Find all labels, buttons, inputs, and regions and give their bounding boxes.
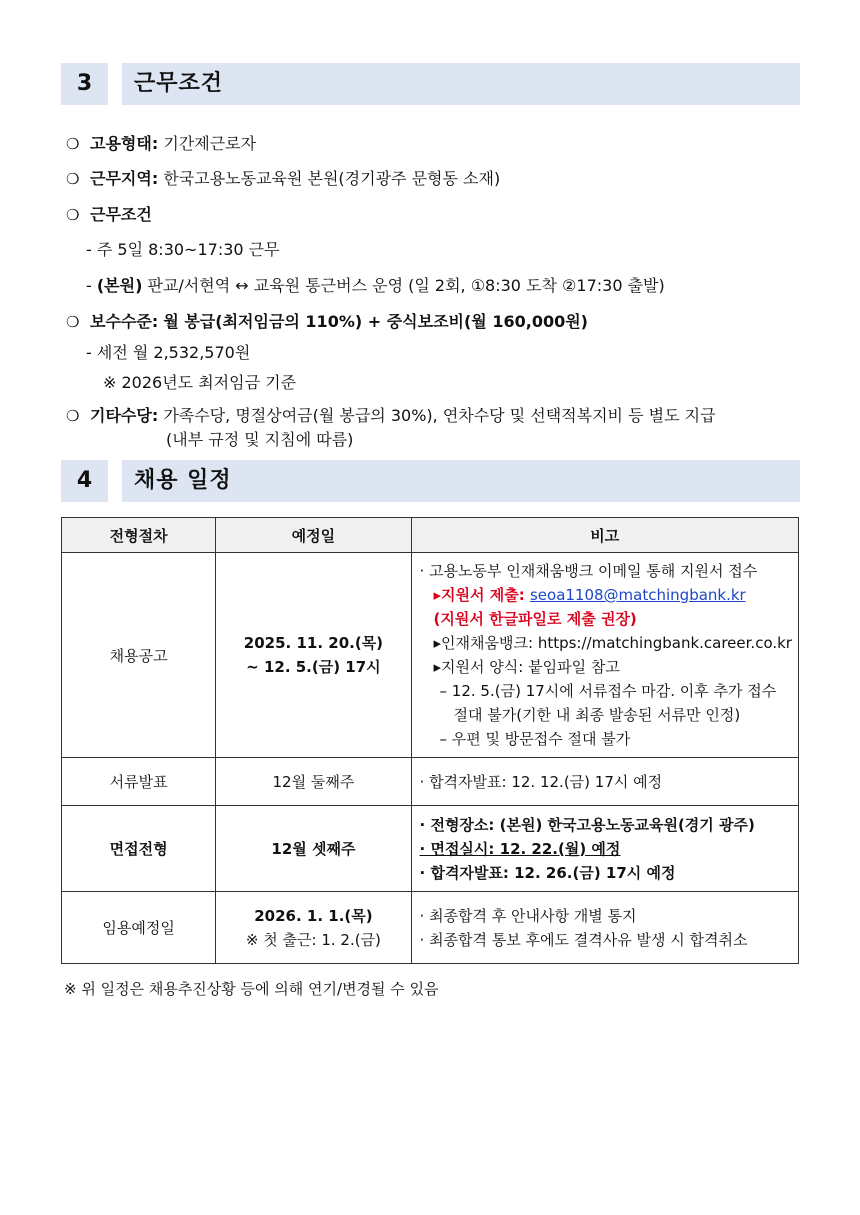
notes-cell: [411, 553, 798, 758]
employment-type-value: 기간제근로자: [163, 134, 257, 153]
allowance-label: 기타수당:: [90, 406, 159, 425]
conditions-line: [66, 204, 152, 226]
section-number: 4: [61, 460, 108, 502]
schedule-footnote: ※ 위 일정은 채용추진상황 등에 의해 연기/변경될 수 있음: [64, 980, 439, 998]
allowance-line: [66, 405, 716, 427]
bus-bold: (본원): [96, 276, 143, 295]
conditions-item-workdays: - 주 5일 8:30~17:30 근무: [86, 240, 280, 259]
step-cell: 면접전형: [62, 806, 216, 892]
note-line: (지원서 한글파일로 제출 권장): [433, 610, 637, 628]
conditions-label: 근무조건: [90, 205, 152, 224]
note-line: · 전형장소: (본원) 한국고용노동교육원(경기 광주): [419, 815, 755, 834]
table-row: [62, 892, 799, 964]
location-value: 한국고용노동교육원 본원(경기광주 문형동 소재): [163, 169, 501, 188]
employment-type-label: 고용형태:: [90, 134, 159, 153]
notes-cell: [411, 892, 798, 964]
table-row: [62, 758, 799, 806]
note-line: · 최종합격 통보 후에도 결격사유 발생 시 합격취소: [419, 930, 748, 949]
date-line: 2026. 1. 1.(목): [254, 906, 373, 925]
note-line: 절대 불가(기한 내 최종 발송된 서류만 인정): [453, 706, 741, 724]
notes-cell: [411, 758, 798, 806]
pay-value: 월 봉급(최저임금의 110%) + 중식보조비(월 160,000원): [163, 312, 588, 331]
bullet-circle-icon: ❍: [66, 170, 80, 188]
date-cell: [216, 553, 411, 758]
section-3-header: [61, 63, 800, 105]
note-line-submit: [420, 583, 792, 607]
bus-text: 판교/서현역 ↔ 교육원 통근버스 운영 (일 2회, ①8:30 도착 ②17:30 출발): [147, 276, 665, 295]
table-row: [62, 553, 799, 758]
bullet-circle-icon: ❍: [66, 313, 80, 331]
date-line: 2025. 11. 20.(목): [243, 634, 384, 652]
section-4-header: [61, 460, 800, 502]
note-line: · 최종합격 후 안내사항 개별 통지: [419, 906, 637, 925]
bus-prefix: -: [86, 276, 97, 295]
pay-label: 보수수준:: [90, 312, 159, 331]
header-step: 전형절차: [62, 518, 216, 553]
date-line: ※ 첫 출근: 1. 2.(금): [245, 930, 381, 949]
section-title: 근무조건: [122, 63, 800, 105]
note-line: · 합격자발표: 12. 12.(금) 17시 예정: [419, 772, 663, 791]
employment-type-line: [66, 133, 256, 155]
schedule-table: [61, 517, 799, 964]
step-cell: 임용예정일: [62, 892, 216, 964]
note-line: · 고용노동부 인재채움뱅크 이메일 통해 지원서 접수: [419, 562, 758, 580]
bullet-circle-icon: ❍: [66, 206, 80, 224]
location-label: 근무지역:: [90, 169, 159, 188]
submit-label: ▸지원서 제출:: [433, 586, 530, 604]
allowance-value: 가족수당, 명절상여금(월 봉급의 30%), 연차수당 및 선택적복지비 등 별도 지급: [163, 406, 716, 425]
note-line: ▸인재채움뱅크: https://matchingbank.career.co.kr: [433, 634, 792, 652]
table-row: [62, 806, 799, 892]
bullet-circle-icon: ❍: [66, 407, 80, 425]
note-line: – 우편 및 방문접수 절대 불가: [439, 730, 631, 748]
table-header-row: [62, 518, 799, 553]
note-line: [420, 837, 792, 861]
date-cell: [216, 892, 411, 964]
interview-date: · 면접실시: 12. 22.(월) 예정: [419, 839, 621, 858]
header-date: 예정일: [216, 518, 411, 553]
pay-note: ※ 2026년도 최저임금 기준: [103, 373, 297, 392]
pay-line: [66, 311, 588, 333]
step-cell: 서류발표: [62, 758, 216, 806]
notes-cell: [411, 806, 798, 892]
section-title: 채용 일정: [122, 460, 800, 502]
note-line: · 합격자발표: 12. 26.(금) 17시 예정: [419, 863, 676, 882]
header-notes: 비고: [411, 518, 798, 553]
section-number: 3: [61, 63, 108, 105]
email-link[interactable]: seoa1108@matchingbank.kr: [529, 586, 746, 604]
bullet-circle-icon: ❍: [66, 135, 80, 153]
date-cell: 12월 둘째주: [216, 758, 411, 806]
conditions-item-bus: [86, 275, 665, 297]
location-line: [66, 168, 500, 190]
note-line: ▸지원서 양식: 붙임파일 참고: [433, 658, 620, 676]
step-cell: 채용공고: [62, 553, 216, 758]
allowance-value-2: (내부 규정 및 지침에 따름): [166, 430, 354, 449]
date-line: ~ 12. 5.(금) 17시: [246, 658, 381, 676]
date-cell: 12월 셋째주: [216, 806, 411, 892]
pay-gross: - 세전 월 2,532,570원: [86, 343, 251, 362]
note-line: – 12. 5.(금) 17시에 서류접수 마감. 이후 추가 접수: [439, 682, 777, 700]
